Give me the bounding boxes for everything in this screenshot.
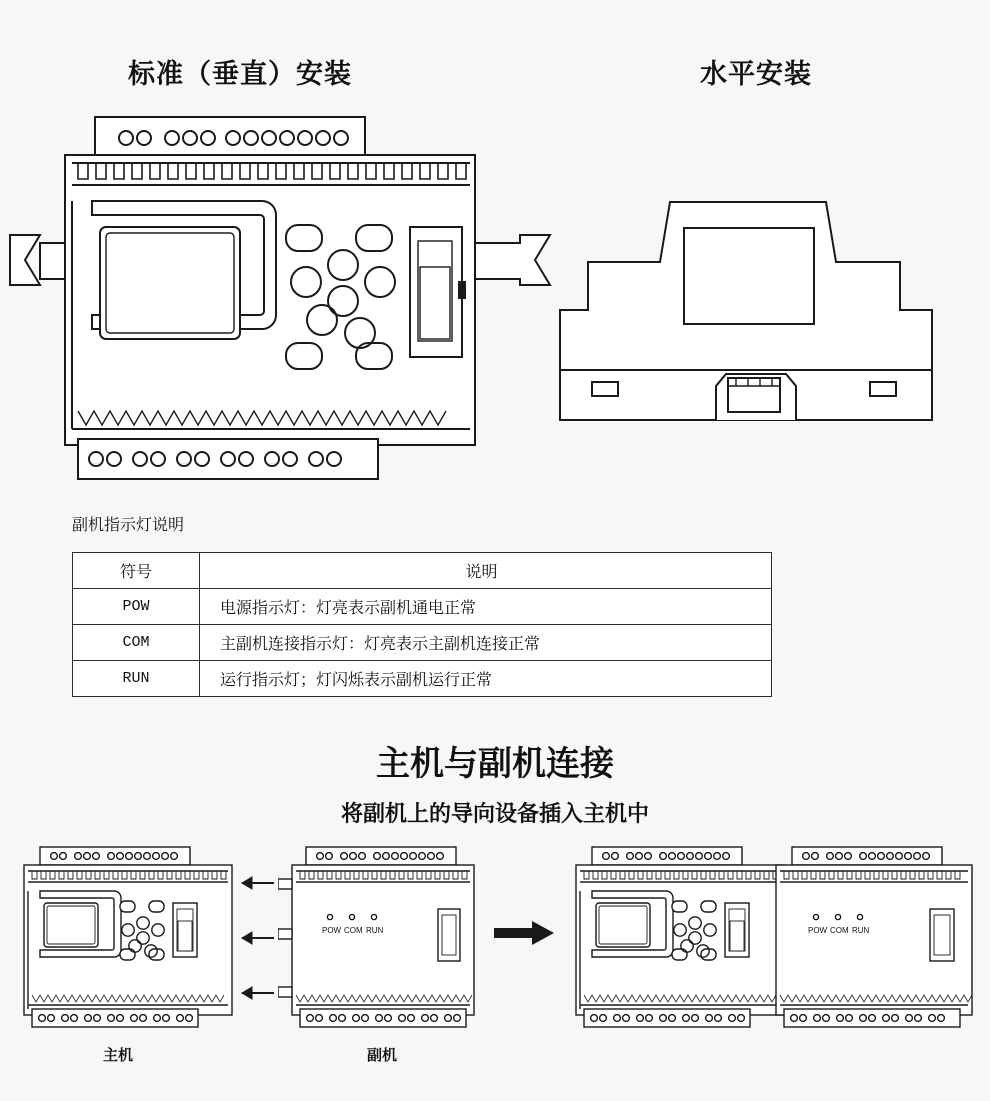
led-label-pow: POW (322, 926, 342, 935)
heading-vertical-mount: 标准（垂直）安装 (128, 59, 352, 89)
column-header-description: 说明 (200, 553, 772, 589)
cell-description-pow: 电源指示灯：灯亮表示副机通电正常 (200, 589, 772, 625)
led-label-com: COM (830, 926, 849, 935)
connection-title: 主机与副机连接 (376, 745, 614, 783)
horizontal-mount-diagram (540, 170, 950, 440)
cell-symbol-com: COM (73, 625, 200, 661)
cell-description-run: 运行指示灯；灯闪烁表示副机运行正常 (200, 661, 772, 697)
table-row (73, 589, 772, 625)
connection-subtitle: 将副机上的导向设备插入主机中 (340, 801, 649, 826)
heading-horizontal-mount: 水平安装 (700, 59, 812, 89)
cell-description-com: 主副机连接指示灯：灯亮表示主副机连接正常 (200, 625, 772, 661)
column-header-symbol: 符号 (73, 553, 200, 589)
slave-unit-diagram-left (278, 845, 478, 1035)
led-label-pow: POW (808, 926, 828, 935)
led-label-com: COM (344, 926, 363, 935)
caption-master: 主机 (102, 1047, 133, 1064)
cell-symbol-run: RUN (73, 661, 200, 697)
master-unit-diagram-left (18, 845, 238, 1035)
vertical-mount-diagram (0, 105, 560, 495)
cell-symbol-pow: POW (73, 589, 200, 625)
table-header-row (73, 553, 772, 589)
indicator-legend-table (72, 552, 772, 697)
table-row (73, 625, 772, 661)
master-unit-diagram-right (570, 845, 790, 1035)
led-label-run: RUN (366, 926, 384, 935)
slave-unit-diagram-right (772, 845, 982, 1035)
process-arrow-icon (490, 915, 560, 955)
led-label-run: RUN (852, 926, 870, 935)
table-row (73, 661, 772, 697)
caption-slave: 副机 (366, 1047, 397, 1064)
legend-caption: 副机指示灯说明 (72, 517, 185, 534)
